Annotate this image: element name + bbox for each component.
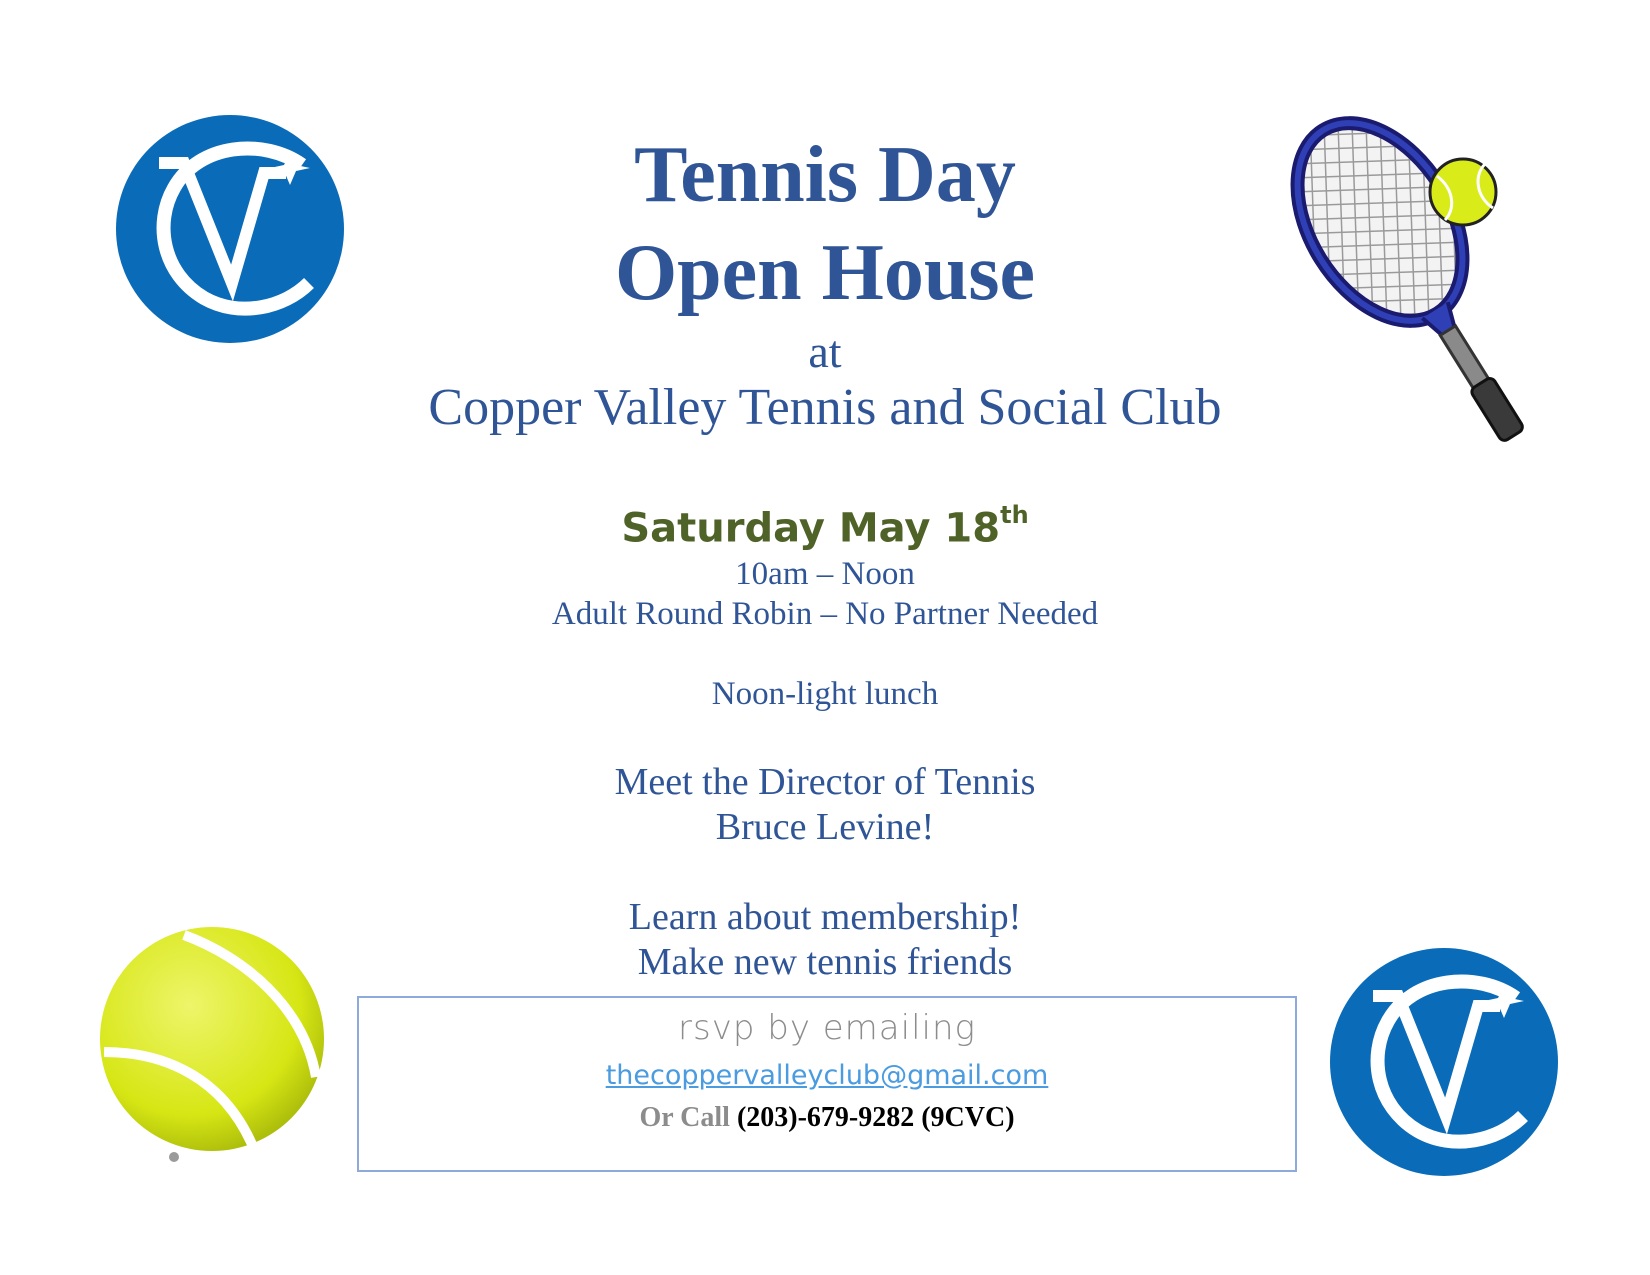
rsvp-box [357, 996, 1297, 1172]
event-time: 10am – Noon [735, 556, 915, 592]
event-date-text: Saturday May 18 [621, 505, 1001, 552]
page-title-line1: Tennis Day [634, 131, 1016, 219]
event-activity: Adult Round Robin – No Partner Needed [551, 596, 1099, 632]
phone-number[interactable]: (203)-679-9282 (9CVC) [736, 1102, 1015, 1133]
rsvp-title: rsvp by emailing [678, 1008, 976, 1048]
director-name: Bruce Levine! [715, 806, 935, 848]
meet-director-line: Meet the Director of Tennis [614, 761, 1036, 803]
rsvp-call-line [359, 1102, 1295, 1134]
club-name: Copper Valley Tennis and Social Club [428, 379, 1222, 436]
at-text: at [808, 326, 842, 377]
event-date-suffix: th [1000, 501, 1029, 529]
call-label: Or Call [639, 1102, 730, 1133]
page-title-line2: Open House [614, 229, 1036, 317]
learn-membership-line: Learn about membership! [628, 896, 1022, 938]
event-lunch: Noon-light lunch [711, 676, 939, 712]
new-friends-line: Make new tennis friends [637, 941, 1013, 983]
event-date [0, 501, 1650, 552]
rsvp-email-link[interactable]: thecoppervalleyclub@gmail.com [605, 1060, 1049, 1091]
